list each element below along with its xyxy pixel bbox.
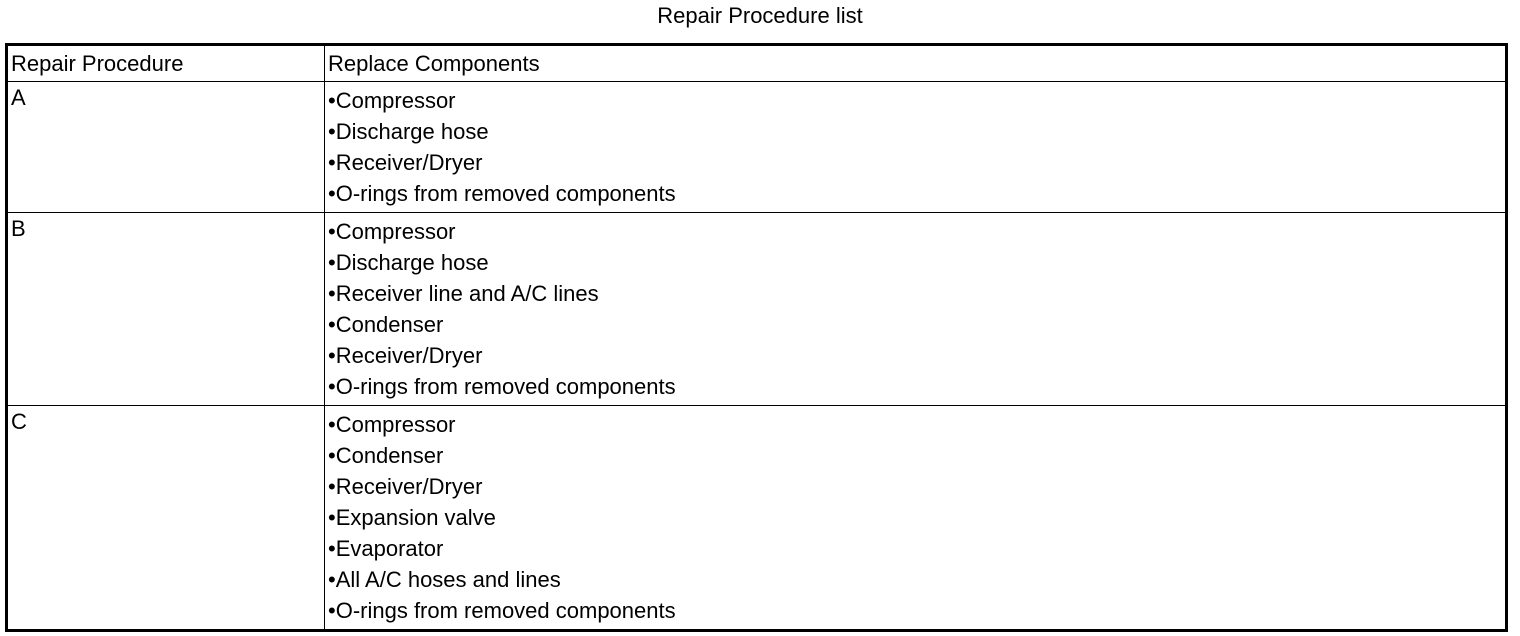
- list-item: [328, 564, 1505, 595]
- component-label: O-rings from removed components: [335, 374, 676, 399]
- table-row: [7, 213, 1507, 406]
- component-label: Expansion valve: [335, 505, 496, 530]
- component-label: Evaporator: [335, 536, 444, 561]
- list-item: [328, 278, 1505, 309]
- procedure-cell: C: [7, 406, 325, 631]
- list-item: [328, 116, 1505, 147]
- list-item: [328, 178, 1505, 209]
- component-label: O-rings from removed components: [335, 181, 676, 206]
- procedure-cell: B: [7, 213, 325, 406]
- header-replace-components: Replace Components: [325, 45, 1507, 82]
- component-list: [328, 406, 1505, 629]
- list-item: [328, 247, 1505, 278]
- component-list: [328, 82, 1505, 212]
- procedure-cell: A: [7, 82, 325, 213]
- table-header-row: [7, 45, 1507, 82]
- components-cell: [325, 213, 1507, 406]
- list-item: [328, 216, 1505, 247]
- component-label: Condenser: [335, 443, 444, 468]
- page-title: Repair Procedure list: [657, 3, 863, 28]
- header-repair-procedure: Repair Procedure: [7, 45, 325, 82]
- component-label: Discharge hose: [335, 119, 489, 144]
- list-item: [328, 147, 1505, 178]
- components-cell: [325, 406, 1507, 631]
- list-item: [328, 595, 1505, 626]
- list-item: [328, 409, 1505, 440]
- component-label: Receiver/Dryer: [335, 150, 483, 175]
- list-item: [328, 502, 1505, 533]
- list-item: [328, 371, 1505, 402]
- repair-procedure-table: [5, 43, 1508, 632]
- table-row: [7, 82, 1507, 213]
- component-label: Receiver/Dryer: [335, 474, 483, 499]
- components-cell: [325, 82, 1507, 213]
- list-item: [328, 471, 1505, 502]
- component-label: O-rings from removed components: [335, 598, 676, 623]
- component-label: Compressor: [335, 88, 456, 113]
- list-item: [328, 85, 1505, 116]
- component-label: Discharge hose: [335, 250, 489, 275]
- list-item: [328, 440, 1505, 471]
- component-list: [328, 213, 1505, 405]
- component-label: All A/C hoses and lines: [335, 567, 561, 592]
- component-label: Receiver/Dryer: [335, 343, 483, 368]
- list-item: [328, 340, 1505, 371]
- component-label: Compressor: [335, 412, 456, 437]
- list-item: [328, 309, 1505, 340]
- table-row: [7, 406, 1507, 631]
- component-label: Compressor: [335, 219, 456, 244]
- component-label: Condenser: [335, 312, 444, 337]
- component-label: Receiver line and A/C lines: [335, 281, 599, 306]
- list-item: [328, 533, 1505, 564]
